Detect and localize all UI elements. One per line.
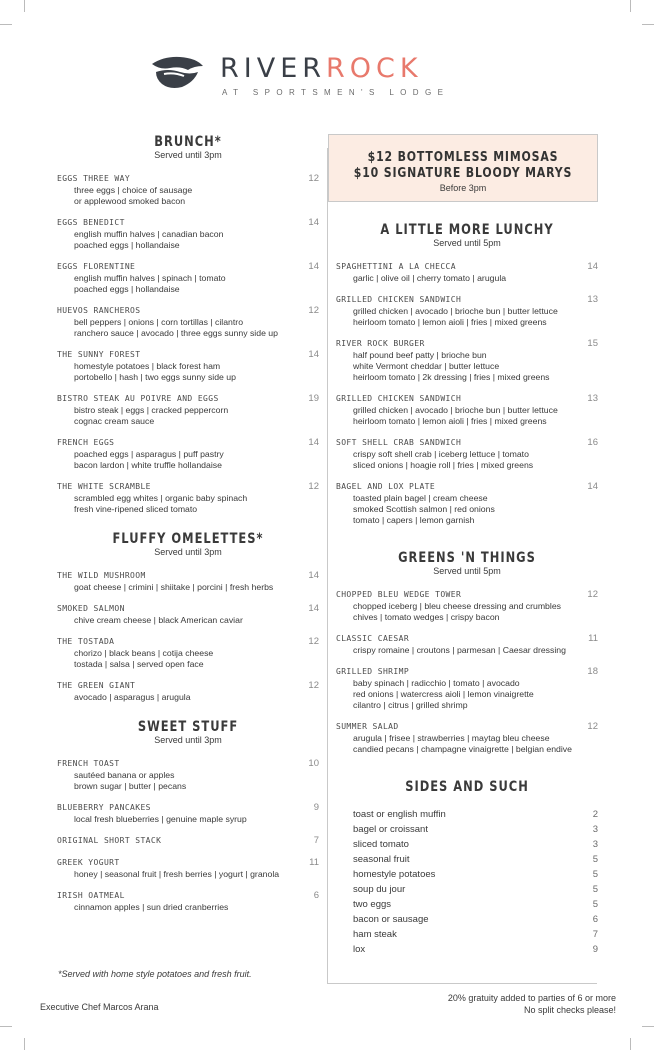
menu-item-name: BISTRO STEAK AU POIVRE AND EGGS — [57, 394, 219, 403]
menu-item-description: heirloom tomato | lemon aioli | fries | mixed greens — [353, 416, 547, 426]
menu-item-description: baby spinach | radicchio | tomato | avocado — [353, 678, 520, 688]
menu-item-description: or applewood smoked bacon — [74, 196, 186, 206]
menu-item-header — [336, 721, 598, 733]
menu-item-description: grilled chicken | avocado | brioche bun | butter lettuce — [353, 306, 558, 316]
promo-box — [328, 134, 598, 202]
menu-item-price: 14 — [308, 570, 319, 581]
menu-item — [57, 349, 319, 383]
brand-logo — [150, 52, 510, 102]
column-divider — [327, 148, 328, 983]
menu-item-price: 19 — [308, 393, 319, 404]
menu-item-description: chive cream cheese | black American caviar — [74, 615, 243, 625]
menu-item — [336, 589, 598, 623]
crop-mark — [0, 1026, 12, 1027]
menu-item-description: cilantro | citrus | grilled shrimp — [353, 700, 468, 710]
greens-section — [336, 550, 598, 755]
menu-item-description: poached eggs | hollandaise — [74, 240, 180, 250]
menu-item-description: tomato | capers | lemon garnish — [353, 515, 475, 525]
menu-item — [57, 393, 319, 427]
menu-item-description: sautéed banana or apples — [74, 770, 175, 780]
menu-items — [336, 589, 598, 755]
menu-item-description: tostada | salsa | served open face — [74, 659, 204, 669]
menu-item-price: 6 — [313, 890, 319, 901]
menu-item-description: homestyle potatoes | black forest ham — [74, 361, 221, 371]
menu-item-price: 13 — [587, 294, 598, 305]
menu-item — [336, 633, 598, 656]
sides-list — [336, 807, 598, 957]
side-item-price: 9 — [592, 944, 598, 955]
crop-mark — [630, 1038, 631, 1050]
menu-item — [336, 666, 598, 711]
menu-item — [57, 680, 319, 703]
menu-item — [57, 173, 319, 207]
section-subtitle: Served until 3pm — [154, 150, 222, 160]
side-item — [336, 807, 598, 822]
menu-item-description: bell peppers | onions | corn tortillas | cilantro — [74, 317, 244, 327]
menu-item — [57, 570, 319, 593]
side-item-name: soup du jour — [353, 884, 406, 895]
menu-item-header — [336, 481, 598, 493]
served-with-footnote: *Served with home style potatoes and fresh fruit. — [58, 969, 252, 979]
menu-item-header — [57, 481, 319, 493]
menu-item-header — [336, 393, 598, 405]
side-item-price: 3 — [592, 824, 598, 835]
menu-item-price: 12 — [308, 305, 319, 316]
side-item — [336, 942, 598, 957]
column-bottom-rule — [327, 983, 597, 984]
side-item-price: 6 — [592, 914, 598, 925]
menu-items — [57, 570, 319, 703]
menu-item-price: 11 — [588, 633, 598, 644]
brand-subtitle: AT SPORTSMEN'S LODGE — [222, 88, 450, 97]
menu-item-name: THE GREEN GIANT — [57, 681, 136, 690]
side-item-name: lox — [353, 944, 366, 955]
menu-item-name: THE TOSTADA — [57, 637, 115, 646]
menu-item-description: heirloom tomato | 2k dressing | fries | mixed greens — [353, 372, 550, 382]
menu-item — [336, 393, 598, 427]
menu-item-header — [57, 570, 319, 582]
side-item-price: 3 — [592, 839, 598, 850]
side-item-price: 5 — [592, 854, 598, 865]
sides-section — [336, 779, 598, 957]
side-item-price: 5 — [592, 869, 598, 880]
section-subtitle: Served until 5pm — [433, 566, 501, 576]
section-title: SWEET STUFF — [137, 719, 239, 735]
side-item — [336, 897, 598, 912]
menu-item-price: 12 — [587, 721, 598, 732]
menu-item-name: BLUEBERRY PANCAKES — [57, 803, 151, 812]
menu-item-name: GRILLED CHICKEN SANDWICH — [336, 295, 462, 304]
menu-items — [57, 758, 319, 913]
crop-mark — [630, 0, 631, 12]
menu-item-header — [336, 261, 598, 273]
menu-item-name: GRILLED SHRIMP — [336, 667, 410, 676]
menu-item-header — [57, 217, 319, 229]
side-item — [336, 927, 598, 942]
lunchy-section — [336, 222, 598, 526]
menu-item-header — [57, 173, 319, 185]
menu-item-description: fresh vine-ripened sliced tomato — [74, 504, 198, 514]
menu-item-name: SPAGHETTINI A LA CHECCA — [336, 262, 456, 271]
menu-item-header — [57, 636, 319, 648]
menu-item-header — [336, 633, 598, 645]
menu-item-description: bistro steak | eggs | cracked peppercorn — [74, 405, 229, 415]
menu-item-description: poached eggs | hollandaise — [74, 284, 180, 294]
menu-item — [57, 802, 319, 825]
menu-item-description: bacon lardon | white truffle hollandaise — [74, 460, 222, 470]
menu-item — [57, 758, 319, 792]
right-column — [336, 134, 598, 957]
menu-item-price: 15 — [587, 338, 598, 349]
crop-mark — [24, 0, 25, 12]
section-title: A LITTLE MORE LUNCHY — [380, 222, 554, 238]
menu-item-price: 7 — [313, 835, 319, 846]
policy-notes — [448, 992, 616, 1016]
crop-mark — [24, 1038, 25, 1050]
promo-bloody-marys: $10 SIGNATURE BLOODY MARYS — [353, 166, 573, 181]
menu-item-description: brown sugar | butter | pecans — [74, 781, 187, 791]
side-item-name: two eggs — [353, 899, 392, 910]
side-item — [336, 882, 598, 897]
split-check-note: No split checks please! — [523, 1005, 616, 1015]
menu-item — [57, 305, 319, 339]
menu-item-header — [57, 835, 319, 847]
menu-item-description: grilled chicken | avocado | brioche bun | butter lettuce — [353, 405, 558, 415]
menu-item-price: 14 — [308, 603, 319, 614]
menu-item — [336, 294, 598, 328]
side-item — [336, 852, 598, 867]
crop-mark — [642, 1026, 654, 1027]
menu-item-header — [57, 802, 319, 814]
menu-item — [336, 721, 598, 755]
menu-item-price: 18 — [587, 666, 598, 677]
menu-item-name: SOFT SHELL CRAB SANDWICH — [336, 438, 462, 447]
menu-item-header — [336, 437, 598, 449]
side-item-price: 5 — [592, 884, 598, 895]
side-item-price: 2 — [592, 809, 598, 820]
sweet-section — [57, 719, 319, 913]
menu-items — [336, 261, 598, 526]
menu-item-name: GRILLED CHICKEN SANDWICH — [336, 394, 462, 403]
menu-item-name: SUMMER SALAD — [336, 722, 399, 731]
menu-item — [57, 481, 319, 515]
side-item-name: sliced tomato — [353, 839, 409, 850]
menu-item-name: FRENCH TOAST — [57, 759, 120, 768]
menu-item-description: cognac cream sauce — [74, 416, 155, 426]
side-item — [336, 867, 598, 882]
menu-item-header — [57, 758, 319, 770]
section-subtitle: Served until 5pm — [433, 238, 501, 248]
menu-item-price: 14 — [308, 217, 319, 228]
menu-item-name: CHOPPED BLEU WEDGE TOWER — [336, 590, 462, 599]
menu-item-description: cinnamon apples | sun dried cranberries — [74, 902, 229, 912]
menu-item-description: scrambled egg whites | organic baby spinach — [74, 493, 248, 503]
menu-item-price: 12 — [308, 173, 319, 184]
menu-item — [336, 437, 598, 471]
menu-item-description: local fresh blueberries | genuine maple syrup — [74, 814, 247, 824]
menu-item — [57, 437, 319, 471]
menu-item-header — [57, 393, 319, 405]
menu-item — [57, 603, 319, 626]
brand-word-river: RIVER — [220, 53, 327, 84]
gratuity-note: 20% gratuity added to parties of 6 or more — [447, 993, 616, 1003]
menu-item — [57, 217, 319, 251]
menu-item-price: 12 — [308, 481, 319, 492]
menu-item-description: ranchero sauce | avocado | three eggs sunny side up — [74, 328, 278, 338]
menu-item — [57, 835, 319, 847]
menu-item-name: EGGS FLORENTINE — [57, 262, 136, 271]
menu-item-name: CLASSIC CAESAR — [336, 634, 410, 643]
menu-item-name: BAGEL AND LOX PLATE — [336, 482, 436, 491]
brunch-section — [57, 134, 319, 515]
menu-item-description: crispy romaine | croutons | parmesan | Caesar dressing — [353, 645, 566, 655]
menu-item-description: english muffin halves | canadian bacon — [74, 229, 224, 239]
menu-item-price: 11 — [309, 857, 319, 868]
menu-items — [57, 173, 319, 515]
menu-item-description: garlic | olive oil | cherry tomato | arugula — [353, 273, 507, 283]
menu-item-name: EGGS BENEDICT — [57, 218, 125, 227]
menu-item-header — [57, 305, 319, 317]
side-item-name: bagel or croissant — [353, 824, 428, 835]
menu-item-name: IRISH OATMEAL — [57, 891, 125, 900]
menu-item — [57, 890, 319, 913]
menu-item-name: THE WILD MUSHROOM — [57, 571, 146, 580]
menu-item-name: GREEK YOGURT — [57, 858, 120, 867]
menu-item — [57, 636, 319, 670]
crop-mark — [0, 24, 12, 25]
menu-item — [57, 261, 319, 295]
menu-item-price: 14 — [308, 261, 319, 272]
menu-item-description: honey | seasonal fruit | fresh berries | yogurt | granola — [74, 869, 280, 879]
menu-item-name: EGGS THREE WAY — [57, 174, 131, 183]
menu-item-price: 10 — [308, 758, 319, 769]
menu-item-header — [57, 349, 319, 361]
omelettes-section — [57, 531, 319, 703]
menu-item-price: 12 — [308, 680, 319, 691]
side-item-price: 7 — [592, 929, 598, 940]
menu-item-description: sliced onions | hoagie roll | fries | mixed greens — [353, 460, 534, 470]
menu-item-name: FRENCH EGGS — [57, 438, 115, 447]
side-item-name: homestyle potatoes — [353, 869, 436, 880]
menu-item-description: crispy soft shell crab | iceberg lettuce | tomato — [353, 449, 529, 459]
side-item — [336, 837, 598, 852]
menu-item-header — [57, 437, 319, 449]
menu-item-header — [57, 890, 319, 902]
section-subtitle: Served until 3pm — [154, 547, 222, 557]
menu-item-header — [336, 294, 598, 306]
menu-item-name: RIVER ROCK BURGER — [336, 339, 425, 348]
menu-item-price: 14 — [587, 261, 598, 272]
menu-item-price: 16 — [587, 437, 598, 448]
brand-wordmark — [220, 54, 423, 84]
executive-chef: Executive Chef Marcos Arana — [40, 1002, 159, 1012]
menu-item-description: white Vermont cheddar | butter lettuce — [353, 361, 500, 371]
menu-item-name: THE SUNNY FOREST — [57, 350, 141, 359]
menu-item-header — [336, 666, 598, 678]
menu-item-description: half pound beef patty | brioche bun — [353, 350, 487, 360]
menu-item-description: goat cheese | crimini | shiitake | porcini | fresh herbs — [74, 582, 274, 592]
menu-item-price: 9 — [313, 802, 319, 813]
section-title: FLUFFY OMELETTES* — [112, 531, 264, 547]
section-subtitle: Served until 3pm — [154, 735, 222, 745]
menu-item-description: three eggs | choice of sausage — [74, 185, 193, 195]
side-item-name: seasonal fruit — [353, 854, 410, 865]
menu-item-price: 13 — [587, 393, 598, 404]
menu-item-header — [57, 680, 319, 692]
side-item — [336, 822, 598, 837]
menu-item-description: red onions | watercress aioli | lemon vinaigrette — [353, 689, 534, 699]
brand-word-rock: ROCK — [326, 53, 423, 84]
left-column — [57, 134, 319, 923]
side-item-name: ham steak — [353, 929, 397, 940]
menu-item-header — [57, 261, 319, 273]
side-item — [336, 912, 598, 927]
menu-item-name: SMOKED SALMON — [57, 604, 125, 613]
menu-item-description: avocado | asparagus | arugula — [74, 692, 191, 702]
crop-mark — [642, 24, 654, 25]
menu-item-description: poached eggs | asparagus | puff pastry — [74, 449, 224, 459]
menu-item-price: 12 — [587, 589, 598, 600]
menu-item-description: heirloom tomato | lemon aioli | fries | mixed greens — [353, 317, 547, 327]
side-item-price: 5 — [592, 899, 598, 910]
menu-item-description: toasted plain bagel | cream cheese — [353, 493, 488, 503]
section-title: GREENS 'N THINGS — [398, 550, 536, 566]
menu-item-header — [57, 857, 319, 869]
menu-item-header — [336, 589, 598, 601]
menu-item-price: 14 — [308, 437, 319, 448]
menu-item-description: candied pecans | champagne vinaigrette | belgian endive — [353, 744, 572, 754]
menu-item-description: chorizo | black beans | cotija cheese — [74, 648, 214, 658]
section-title: BRUNCH* — [154, 134, 222, 150]
menu-item — [336, 481, 598, 526]
side-item-name: toast or english muffin — [353, 809, 446, 820]
side-item-name: bacon or sausage — [353, 914, 429, 925]
menu-item-description: portobello | hash | two eggs sunny side up — [74, 372, 236, 382]
fish-logo-icon — [150, 54, 204, 90]
menu-item-description: chives | tomato wedges | crispy bacon — [353, 612, 500, 622]
menu-item-price: 12 — [308, 636, 319, 647]
menu-item-description: chopped iceberg | bleu cheese dressing and crumbles — [353, 601, 561, 611]
menu-item-name: HUEVOS RANCHEROS — [57, 306, 141, 315]
menu-item-description: smoked Scottish salmon | red onions — [353, 504, 495, 514]
menu-item-description: english muffin halves | spinach | tomato — [74, 273, 226, 283]
menu-item-price: 14 — [308, 349, 319, 360]
menu-item-header — [57, 603, 319, 615]
menu-item — [336, 338, 598, 383]
menu-item-price: 14 — [587, 481, 598, 492]
menu-item-name: THE WHITE SCRAMBLE — [57, 482, 151, 491]
menu-item-header — [336, 338, 598, 350]
promo-mimosas: $12 BOTTOMLESS MIMOSAS — [367, 150, 559, 165]
menu-item — [336, 261, 598, 284]
menu-item — [57, 857, 319, 880]
menu-item-name: ORIGINAL SHORT STACK — [57, 836, 162, 845]
menu-item-description: arugula | frisee | strawberries | maytag bleu cheese — [353, 733, 550, 743]
promo-subtitle: Before 3pm — [439, 183, 487, 193]
section-title: SIDES AND SUCH — [405, 779, 529, 795]
